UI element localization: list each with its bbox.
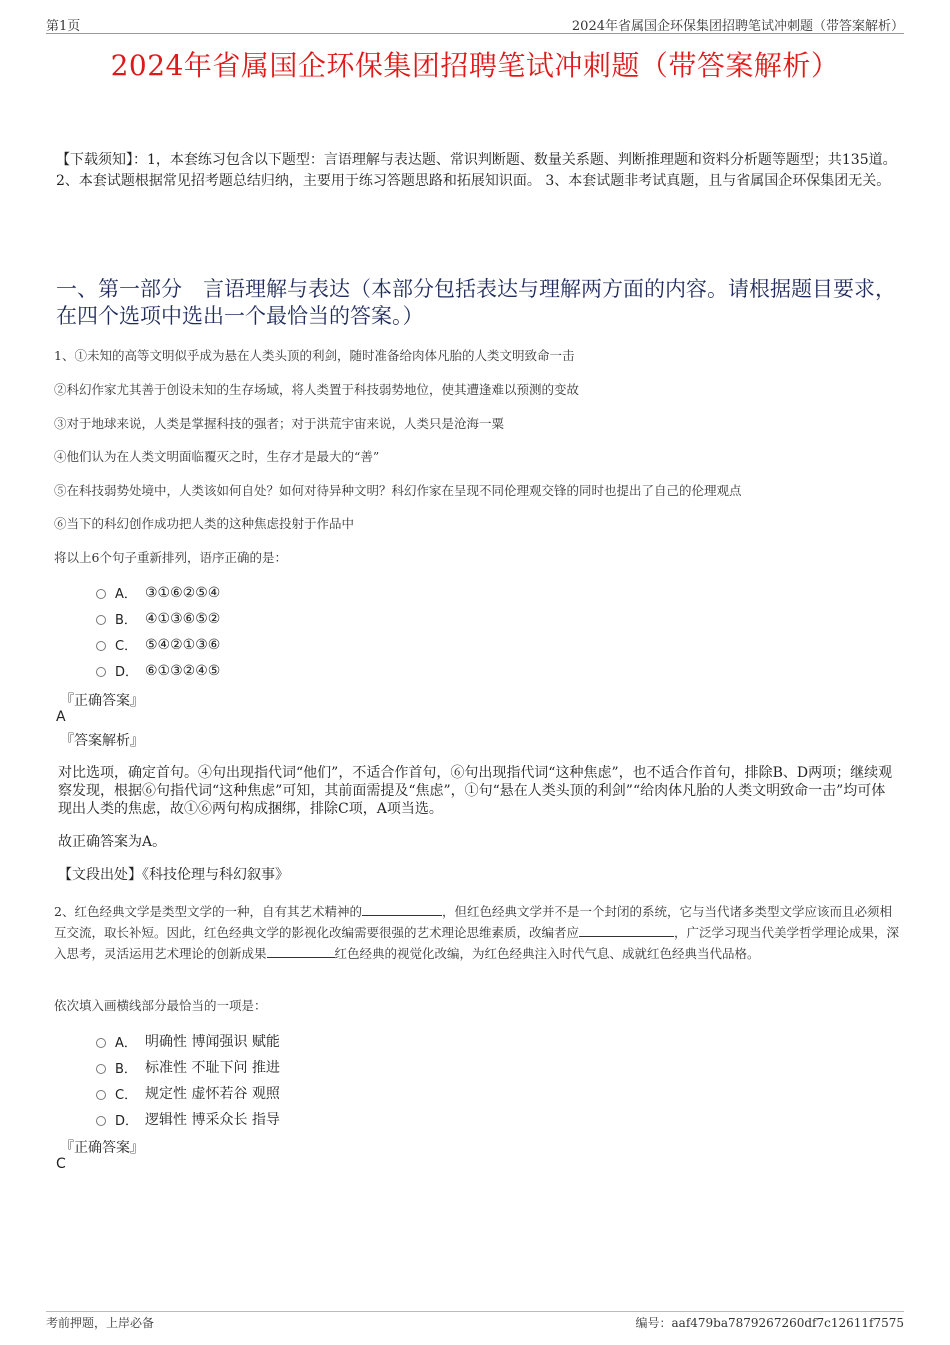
option-text: ⑤④②①③⑥ <box>145 636 221 653</box>
q2-text-d: 红色经典的视觉化改编，为红色经典注入时代气息、成就红色经典当代品格。 <box>334 946 760 961</box>
header-divider <box>46 33 904 34</box>
radio-icon[interactable] <box>96 589 106 599</box>
radio-icon[interactable] <box>96 1038 106 1048</box>
q2-stem <box>54 901 904 964</box>
q2-blank-3 <box>267 945 335 958</box>
radio-icon[interactable] <box>96 1116 106 1126</box>
q2-blank-1 <box>362 903 442 916</box>
q1-sentence-2: ②科幻作家尤其善于创设未知的生存场域，将人类置于科技弱势地位，使其遭逢难以预测的变故 <box>54 382 580 397</box>
option-text: 标准性 不耻下问 推进 <box>145 1060 280 1076</box>
option-letter: D． <box>115 665 139 680</box>
q1-answer: A <box>56 709 66 725</box>
radio-icon[interactable] <box>96 1090 106 1100</box>
q1-sentence-5: ⑤在科技弱势处境中，人类该如何自处？如何对待异种文明？科幻作家在呈现不同伦理观交锋的同时也提出了自己的伦理观点 <box>54 483 742 498</box>
q2-text-c: ，广泛学习现当代美学哲学理论成果，深入思考，灵活运用艺术理论的创新成果 <box>54 925 900 961</box>
q1-source: 【文段出处】《科技伦理与科幻叙事》 <box>58 867 289 883</box>
q2-prompt: 依次填入画横线部分最恰当的一项是： <box>54 998 267 1013</box>
document-title: 2024年省属国企环保集团招聘笔试冲刺题（带答案解析） <box>110 49 840 82</box>
option-letter: C． <box>115 1087 138 1103</box>
q2-text-b: ，但红色经典文学并不是一个封闭的系统，它与当代诸多类型文学应该而且必须相互交流，取长补短。因此，红色经典文学的影视化改编需要很强的艺术理论思维素质，改编者应 <box>54 904 892 940</box>
option-letter: B． <box>115 613 137 628</box>
q1-prompt: 将以上6个句子重新排列，语序正确的是： <box>54 550 287 565</box>
q1-answer-label: 『正确答案』 <box>60 693 144 709</box>
option-letter: B． <box>115 1061 137 1077</box>
q1-analysis-label: 『答案解析』 <box>60 733 144 749</box>
q2-text-a: 2、红色经典文学是类型文学的一种，自有其艺术精神的 <box>54 904 362 919</box>
q1-sentence-3: ③对于地球来说，人类是掌握科技的强者；对于洪荒宇宙来说，人类只是沧海一粟 <box>54 416 505 431</box>
footer-divider <box>46 1311 904 1312</box>
option-letter: D． <box>115 1113 139 1129</box>
footer-slogan: 考前押题，上岸必备 <box>46 1316 155 1330</box>
q2-option-a[interactable] <box>96 1031 280 1051</box>
page-number: 第1页 <box>46 19 81 34</box>
radio-icon[interactable] <box>96 1064 106 1074</box>
q1-analysis: 对比选项，确定首句。④句出现指代词“他们”，不适合作首句，⑥句出现指代词“这种焦虑”，也不适合作首句，排除B、D两项；继续观察发现，根据⑥句指代词“这种焦虑”可知，其前面需提及“焦虑”，①句“悬在人类头顶的利剑”“给肉体凡胎的人类文明致命一击”均可体现出人类的焦虑，故①⑥两句构成捆绑，排除C项，A项当选。 <box>58 765 893 817</box>
running-title: 2024年省属国企环保集团招聘笔试冲刺题（带答案解析） <box>571 19 904 34</box>
option-text: ③①⑥②⑤④ <box>145 584 221 601</box>
q2-blank-2 <box>579 924 674 937</box>
download-notice: 【下载须知】：1，本套练习包含以下题型：言语理解与表达题、常识判断题、数量关系题、判断推理题和资料分析题等题型；共135道。 2、本套试题根据常见招考题总结归纳，主要用于练习答题思路和拓展知识面。 3、本套试题非考试真题，且与省属国企环保集团无关。 <box>56 152 897 189</box>
q2-option-b[interactable] <box>96 1057 280 1077</box>
option-text: ④①③⑥⑤② <box>145 610 221 627</box>
q2-answer: C <box>56 1156 66 1172</box>
option-text: 逻辑性 博采众长 指导 <box>145 1112 280 1128</box>
q1-option-b[interactable] <box>96 609 220 628</box>
q1-sentence-6: ⑥当下的科幻创作成功把人类的这种焦虑投射于作品中 <box>54 516 355 531</box>
q1-option-a[interactable] <box>96 583 220 602</box>
option-text: ⑥①③②④⑤ <box>145 662 221 679</box>
option-text: 明确性 博闻强识 赋能 <box>145 1034 280 1050</box>
option-letter: C． <box>115 639 138 654</box>
q1-option-d[interactable] <box>96 661 220 680</box>
q1-sentence-4: ④他们认为在人类文明面临覆灭之时，生存才是最大的“善” <box>54 449 380 464</box>
section-heading: 一、第一部分 言语理解与表达（本部分包括表达与理解两方面的内容。请根据题目要求，在四个选项中选出一个最恰当的答案。） <box>56 277 896 328</box>
option-text: 规定性 虚怀若谷 观照 <box>145 1086 280 1102</box>
q1-option-c[interactable] <box>96 635 220 654</box>
option-letter: A． <box>115 587 137 602</box>
radio-icon[interactable] <box>96 667 106 677</box>
q2-option-d[interactable] <box>96 1109 280 1129</box>
q2-answer-label: 『正确答案』 <box>60 1140 144 1156</box>
option-letter: A． <box>115 1035 137 1051</box>
q1-conclusion: 故正确答案为A。 <box>58 834 167 850</box>
radio-icon[interactable] <box>96 615 106 625</box>
q1-sentence-1: 1、①未知的高等文明似乎成为悬在人类头顶的利剑，随时准备给肉体凡胎的人类文明致命一击 <box>54 348 575 363</box>
radio-icon[interactable] <box>96 641 106 651</box>
q2-option-c[interactable] <box>96 1083 280 1103</box>
footer-id: 编号：aaf479ba7879267260df7c12611f7575 <box>635 1316 904 1330</box>
